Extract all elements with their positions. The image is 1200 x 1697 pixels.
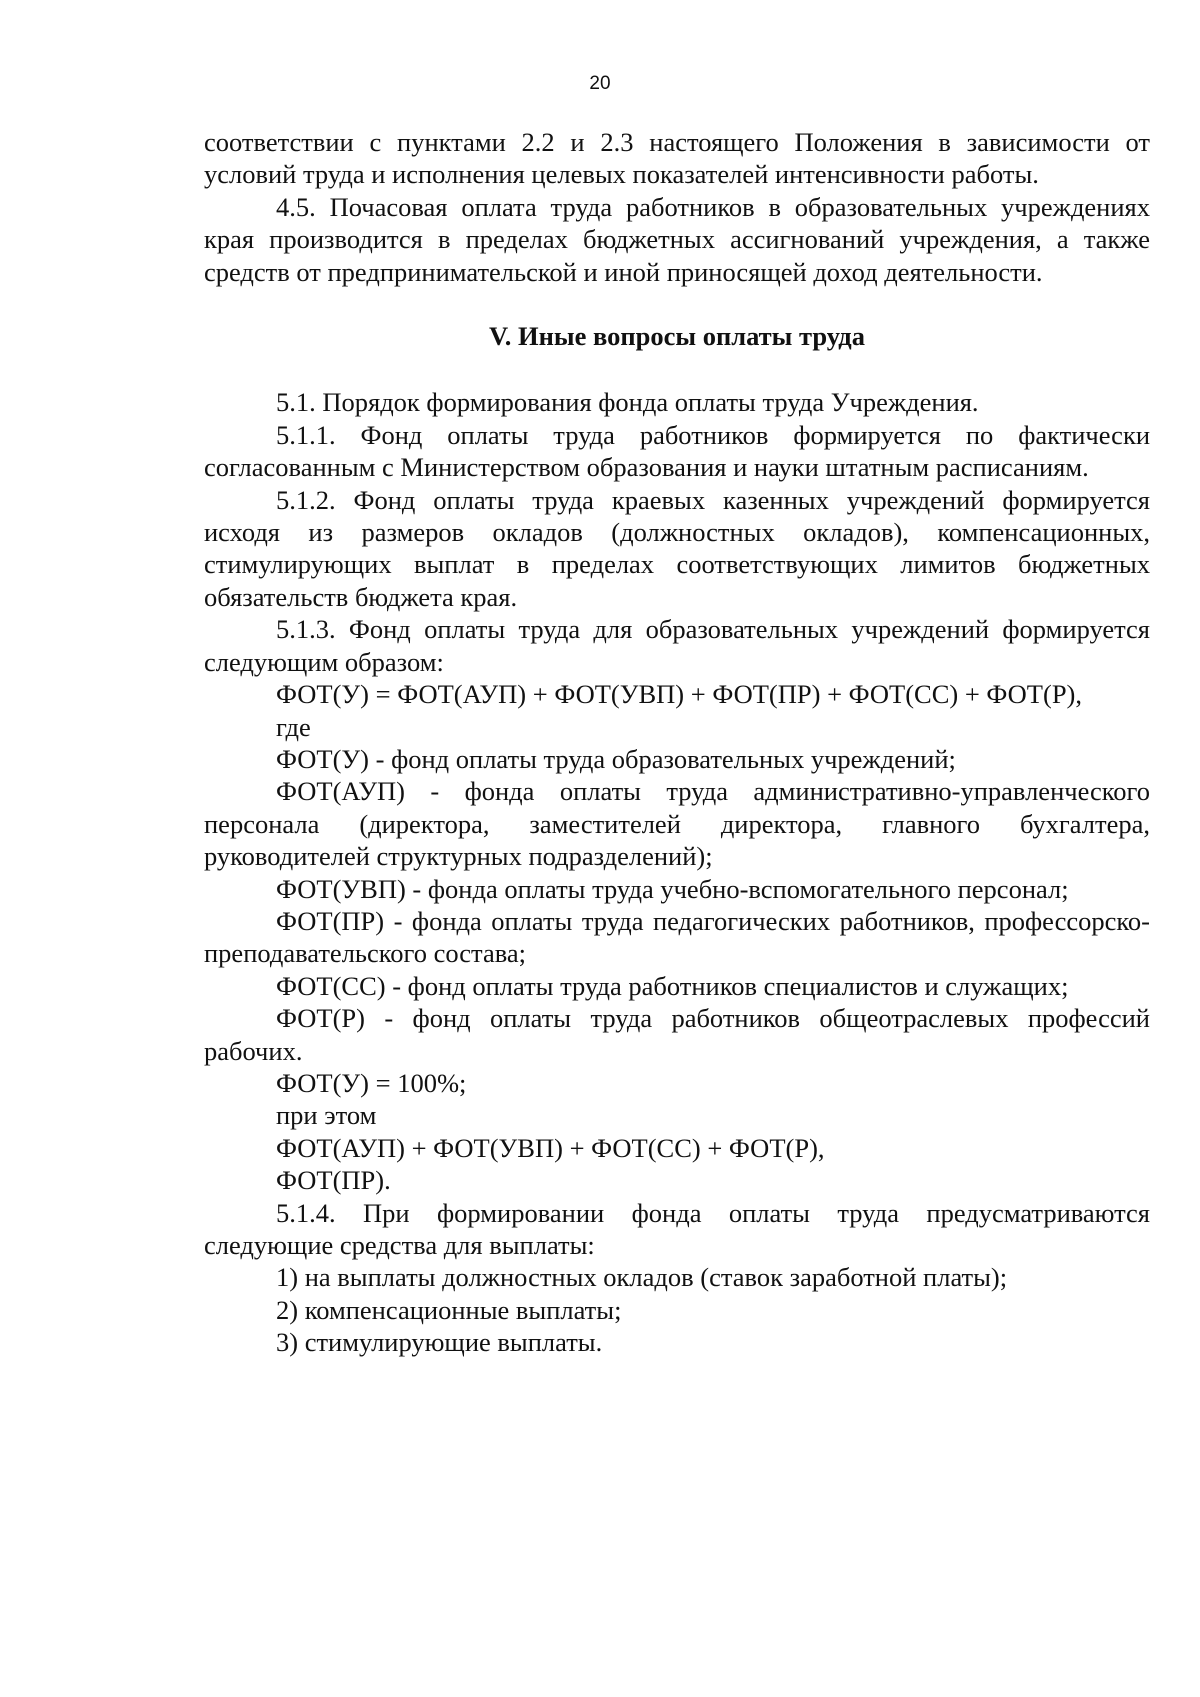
formula-where: где (276, 711, 311, 742)
definition-fot-pr: ФОТ(ПР) - фонда оплаты труда педагогических работников, профессорско-преподавательского состава; (204, 905, 1150, 969)
list-item: 2) компенсационные выплаты; (276, 1294, 622, 1325)
section-heading: V. Иные вопросы оплаты труда (489, 321, 865, 352)
paragraph-5-1-3: 5.1.3. Фонд оплаты труда для образовательных учреждений формируется следующим образом: (204, 614, 1150, 677)
formula-sum: ФОТ(АУП) + ФОТ(УВП) + ФОТ(СС) + ФОТ(Р), (276, 1132, 825, 1163)
definition-fot-uvp: ФОТ(УВП) - фонда оплаты труда учебно-вспомогательного персонал; (276, 873, 1069, 904)
paragraph-5-1-4: 5.1.4. При формировании фонда оплаты труда предусматриваются следующие средства для выплаты: (204, 1197, 1150, 1260)
paragraph-5-1-2: 5.1.2. Фонд оплаты труда краевых казенных учреждений формируется исходя из размеров окладов (должностных окладов), компенсационных, стимулирующих выплат в пределах соответствующих лимитов бюджетных обязательств бюджета края. (204, 484, 1150, 612)
formula-main: ФОТ(У) = ФОТ(АУП) + ФОТ(УВП) + ФОТ(ПР) + ФОТ(СС) + ФОТ(Р), (276, 679, 1083, 710)
definition-fot-u: ФОТ(У) - фонд оплаты труда образовательных учреждений; (276, 743, 956, 774)
list-item: 3) стимулирующие выплаты. (276, 1327, 603, 1358)
document-body (204, 126, 1150, 1359)
paragraph-5-1: 5.1. Порядок формирования фонда оплаты труда Учреждения. (276, 387, 979, 418)
page-number: 20 (589, 73, 611, 94)
formula-pr: ФОТ(ПР). (276, 1165, 391, 1196)
definition-fot-r: ФОТ(Р) - фонд оплаты труда работников общеотраслевых профессий рабочих. (204, 1003, 1150, 1066)
formula-pri-etom: при этом (276, 1100, 377, 1131)
definition-fot-ss: ФОТ(СС) - фонд оплаты труда работников специалистов и служащих; (276, 970, 1069, 1001)
list-item: 1) на выплаты должностных окладов (ставок заработной платы); (276, 1262, 1008, 1293)
paragraph-5-1-1: 5.1.1. Фонд оплаты труда работников формируется по фактически согласованным с Министерством образования и науки штатным расписаниям. (204, 419, 1150, 483)
paragraph-intro: соответствии с пунктами 2.2 и 2.3 настоящего Положения в зависимости от условий труда и исполнения целевых показателей интенсивности работы. (204, 127, 1150, 190)
definition-fot-aup: ФОТ(АУП) - фонда оплаты труда административно-управленческого персонала (директора, заместителей директора, главного бухгалтера, руководителей структурных подразделений); (204, 776, 1150, 872)
paragraph-4-5: 4.5. Почасовая оплата труда работников в образовательных учреждениях края производится в пределах бюджетных ассигнований учреждения, а также средств от предпринимательской и иной приносящей доход деятельности. (204, 191, 1150, 287)
formula-100-percent: ФОТ(У) = 100%; (276, 1067, 467, 1098)
